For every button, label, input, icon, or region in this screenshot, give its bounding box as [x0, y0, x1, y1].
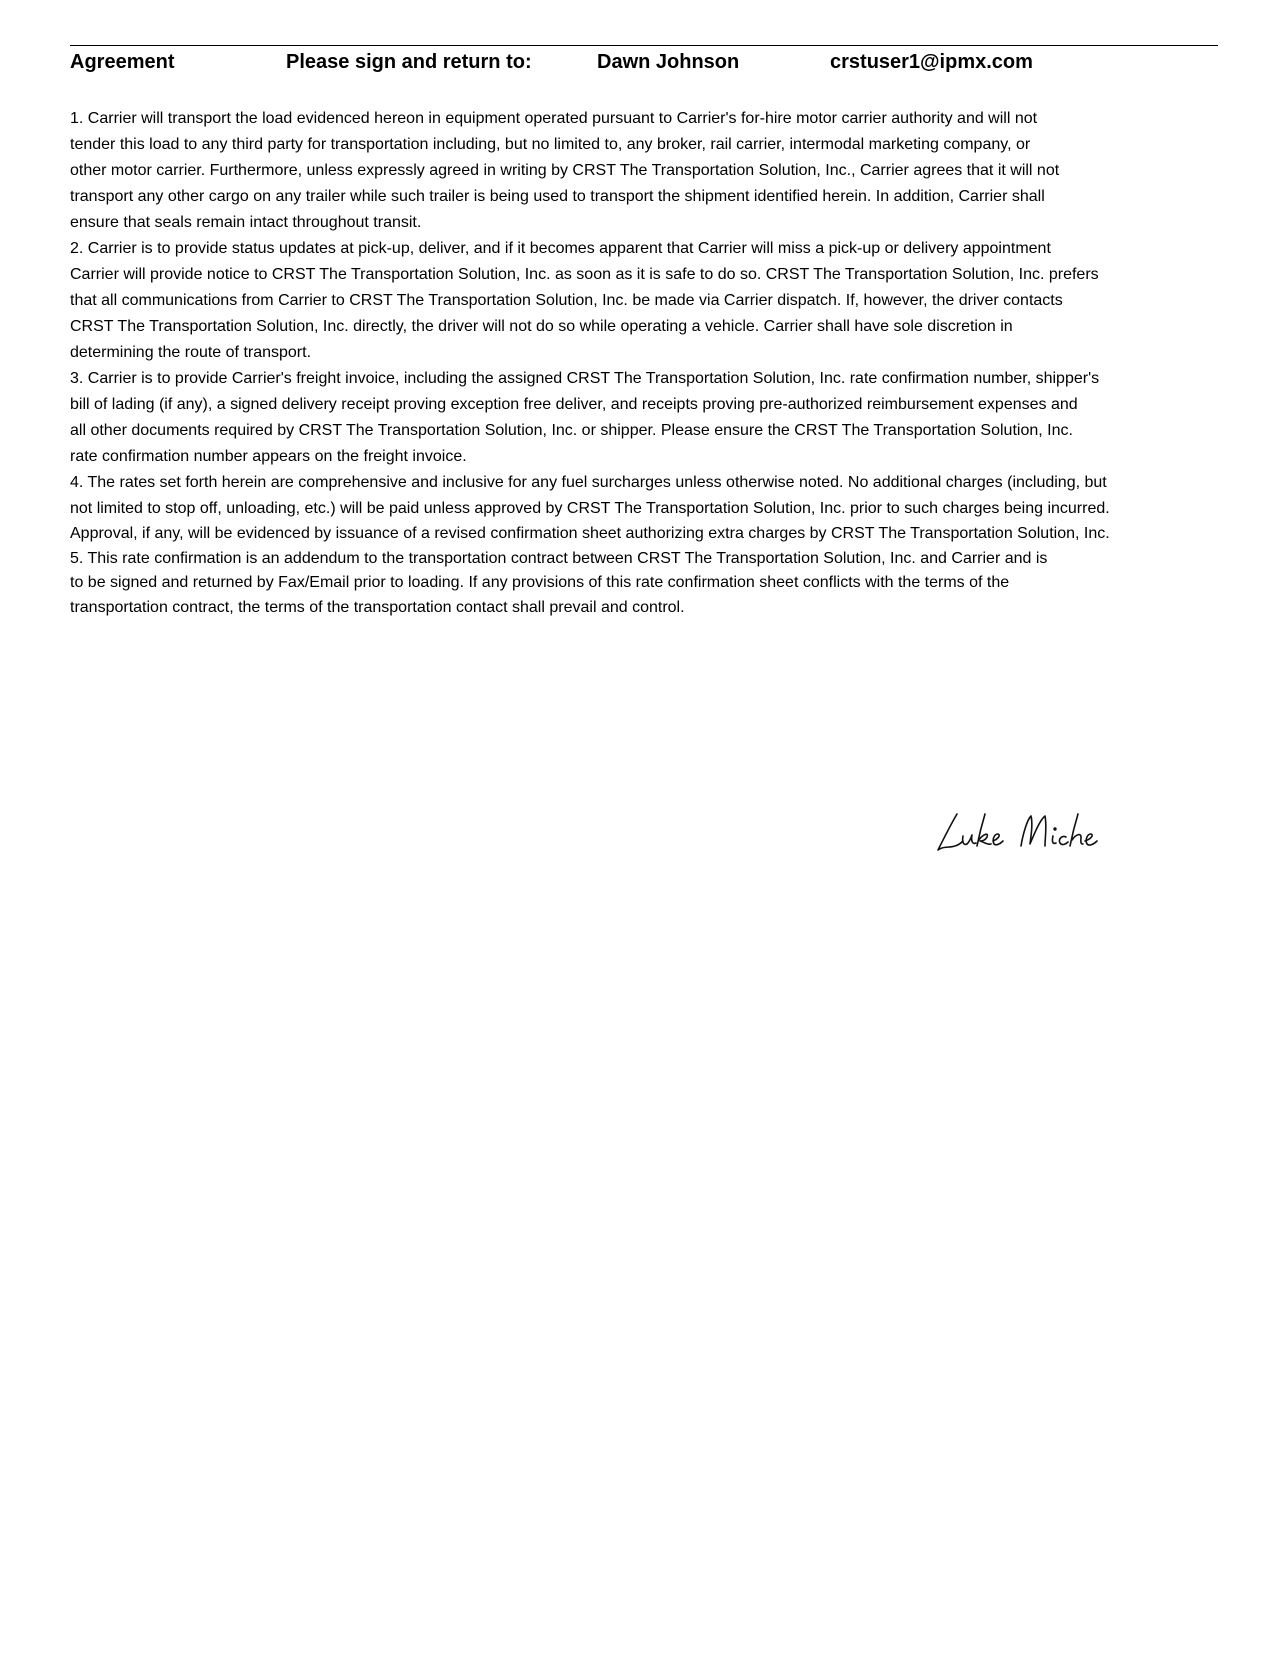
- terms-line: rate confirmation number appears on the freight invoice.: [70, 448, 467, 465]
- terms-line: tender this load to any third party for transportation including, but no limited to, any broker, rail carrier, intermodal marketing company, or: [70, 136, 1031, 153]
- agreement-heading: Agreement: [70, 51, 175, 73]
- terms-line: transportation contract, the terms of the transportation contact shall prevail and control.: [70, 598, 685, 616]
- terms-line: 1. Carrier will transport the load evidenced hereon in equipment operated pursuant to Carrier's for-hire motor carrier authority and will not: [70, 110, 1038, 127]
- terms-line: 4. The rates set forth herein are comprehensive and inclusive for any fuel surcharges unless otherwise noted. No additional charges (including, but: [70, 474, 1107, 491]
- terms-line: to be signed and returned by Fax/Email prior to loading. If any provisions of this rate confirmation sheet conflicts with the terms of the: [70, 574, 1010, 591]
- terms-line: 2. Carrier is to provide status updates at pick-up, deliver, and if it becomes apparent that Carrier will miss a pick-up or delivery appointment: [70, 240, 1051, 257]
- contact-email: crstuser1@ipmx.com: [830, 51, 1033, 73]
- terms-text-block: [70, 106, 1230, 620]
- terms-line: not limited to stop off, unloading, etc.) will be paid unless approved by CRST The Transportation Solution, Inc. prior to such charges being incurred.: [70, 500, 1110, 517]
- terms-line: transport any other cargo on any trailer while such trailer is being used to transport the shipment identified herein. In addition, Carrier shall: [70, 188, 1045, 205]
- terms-line: bill of lading (if any), a signed delivery receipt proving exception free deliver, and receipts proving pre-authorized reimbursement expenses and: [70, 396, 1078, 413]
- terms-line: Carrier will provide notice to CRST The Transportation Solution, Inc. as soon as it is safe to do so. CRST The Transportation Solution, Inc. prefers: [70, 266, 1099, 283]
- terms-line: determining the route of transport.: [70, 344, 312, 361]
- terms-line: ensure that seals remain intact throughout transit.: [70, 214, 422, 231]
- contact-name: Dawn Johnson: [597, 51, 740, 73]
- terms-line: 3. Carrier is to provide Carrier's freight invoice, including the assigned CRST The Transportation Solution, Inc. rate confirmation number, shipper's: [70, 370, 1100, 387]
- terms-line: that all communications from Carrier to CRST The Transportation Solution, Inc. be made via Carrier dispatch. If, however, the driver contacts: [70, 292, 1063, 309]
- terms-line: all other documents required by CRST The Transportation Solution, Inc. or shipper. Please ensure the CRST The Transportation Solution, Inc.: [70, 422, 1073, 439]
- return-instructions-label: Please sign and return to:: [286, 51, 532, 73]
- header-rule: [70, 45, 1218, 46]
- terms-line: CRST The Transportation Solution, Inc. directly, the driver will not do so while operating a vehicle. Carrier shall have sole discretion in: [70, 318, 1013, 335]
- handwritten-signature: [935, 808, 1125, 858]
- terms-line: Approval, if any, will be evidenced by issuance of a revised confirmation sheet authorizing extra charges by CRST The Transportation Solution, Inc.: [70, 525, 1110, 542]
- terms-line: 5. This rate confirmation is an addendum to the transportation contract between CRST The Transportation Solution, Inc. and Carrier and is: [70, 549, 1048, 567]
- terms-line: other motor carrier. Furthermore, unless expressly agreed in writing by CRST The Transportation Solution, Inc., Carrier agrees that it will not: [70, 162, 1060, 179]
